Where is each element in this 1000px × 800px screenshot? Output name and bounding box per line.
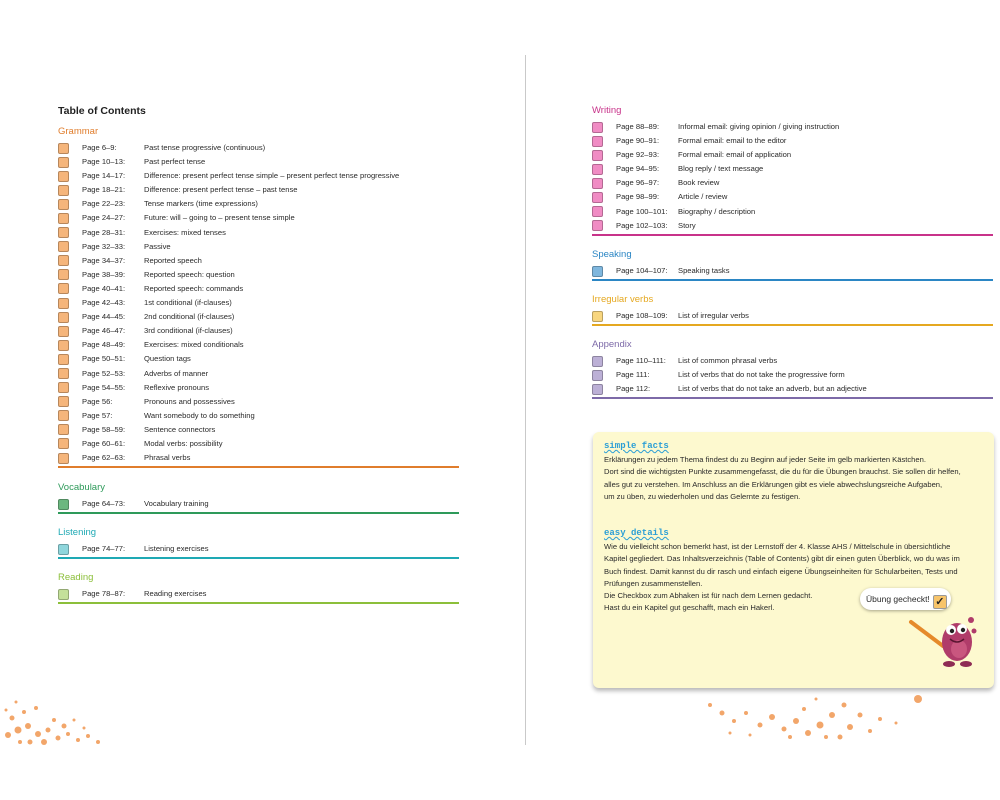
decorative-dot — [15, 701, 18, 704]
mascot-antenna — [968, 617, 974, 623]
mascot-pupil — [950, 629, 954, 633]
toc-row — [58, 395, 459, 409]
checkbox[interactable] — [58, 241, 69, 252]
toc-row — [58, 169, 459, 183]
checkbox[interactable] — [592, 192, 603, 203]
page-range: Page 74–77: — [82, 544, 126, 553]
page-range: Page 104–107: — [616, 266, 668, 275]
toc-row — [592, 354, 993, 368]
page-range: Page 50–51: — [82, 354, 126, 364]
toc-row — [58, 381, 459, 395]
decorative-dot — [914, 695, 922, 703]
toc-row — [58, 211, 459, 225]
toc-row — [592, 264, 993, 278]
toc-row — [592, 176, 993, 190]
page-range: Page 10–13: — [82, 157, 126, 167]
checkbox[interactable] — [592, 136, 603, 147]
topic-label: Pronouns and possessives — [144, 396, 235, 406]
easy-details-line: Prüfungen zusammenstellen. — [604, 578, 703, 588]
toc-row — [58, 282, 459, 296]
toc-row — [592, 382, 993, 396]
section-writing — [592, 105, 993, 236]
mascot-pupil — [961, 628, 965, 632]
mascot-foot — [960, 661, 972, 667]
simple-facts-line: Dort sind die wichtigsten Punkte zusammengefasst, die du für die Übungen brauchst. Sie sollen dir helfen, — [604, 467, 961, 477]
decorative-dots-left — [0, 690, 120, 750]
speech-bubble — [860, 588, 951, 610]
checkbox[interactable] — [58, 340, 69, 351]
section-title: Irregular verbs — [592, 294, 654, 305]
section-vocabulary — [58, 482, 459, 514]
page-range: Page 34–37: — [82, 255, 126, 265]
decorative-dot — [62, 724, 67, 729]
decorative-dot — [788, 735, 792, 739]
topic-label: 3rd conditional (if-clauses) — [144, 326, 233, 336]
decorative-dot — [83, 727, 86, 730]
topic-label: Past perfect tense — [144, 157, 206, 167]
section-rule — [592, 324, 993, 326]
section-appendix — [592, 339, 993, 399]
topic-label: Reflexive pronouns — [144, 382, 210, 392]
decorative-dot — [15, 727, 22, 734]
toc-row — [58, 310, 459, 324]
toc-row — [58, 437, 459, 451]
decorative-dot — [868, 729, 872, 733]
checkbox[interactable] — [58, 410, 69, 421]
topic-label: Passive — [144, 241, 171, 251]
toc-row — [58, 141, 459, 155]
toc-row — [58, 296, 459, 310]
toc-row — [592, 162, 993, 176]
check-icon: ✓ — [933, 595, 947, 609]
page-range: Page 100–101: — [616, 206, 668, 216]
toc-row — [592, 219, 993, 233]
decorative-dot — [76, 738, 80, 742]
decorative-dot — [758, 723, 763, 728]
decorative-dot — [729, 732, 732, 735]
page-range: Page 102–103: — [616, 220, 668, 230]
topic-label: Tense markers (time expressions) — [144, 199, 258, 209]
checkbox[interactable] — [58, 283, 69, 294]
section-title: Vocabulary — [58, 482, 106, 493]
topic-label: Formal email: email to the editor — [678, 136, 787, 146]
checkbox[interactable] — [58, 171, 69, 182]
page-range: Page 98–99: — [616, 192, 660, 202]
easy-details-title: easy details — [604, 528, 669, 538]
section-irregular-verbs — [592, 294, 993, 326]
toc-row — [58, 155, 459, 169]
checkbox[interactable] — [58, 312, 69, 323]
page-range: Page 110–111: — [616, 356, 666, 365]
bubble-text: Übung gecheckt! — [866, 594, 930, 604]
decorative-dot — [66, 732, 70, 736]
section-rule — [58, 512, 459, 514]
page-range: Page 40–41: — [82, 283, 126, 293]
mascot-belly — [951, 640, 967, 658]
checkbox[interactable] — [592, 164, 603, 175]
decorative-dot — [5, 709, 8, 712]
page-range: Page 112: — [616, 384, 651, 394]
decorative-dot — [793, 718, 799, 724]
topic-label: Listening exercises — [144, 544, 209, 553]
decorative-dot — [802, 707, 806, 711]
checkbox[interactable] — [58, 269, 69, 280]
toc-row — [592, 134, 993, 148]
section-title: Reading — [58, 572, 94, 583]
section-rule — [592, 234, 993, 236]
checkbox[interactable] — [58, 368, 69, 379]
page-range: Page 52–53: — [82, 368, 126, 378]
toc-title: Table of Contents — [58, 105, 146, 117]
page-range: Page 108–109: — [616, 311, 668, 320]
checkbox[interactable] — [58, 354, 69, 365]
checkbox[interactable] — [58, 185, 69, 196]
decorative-dots-right — [700, 685, 940, 745]
pencil-icon — [911, 622, 943, 646]
page-range: Page 54–55: — [82, 382, 126, 392]
decorative-dot — [720, 711, 725, 716]
checkbox[interactable] — [58, 326, 69, 337]
decorative-dot — [34, 706, 38, 710]
decorative-dot — [5, 732, 11, 738]
section-rule — [58, 602, 459, 604]
page-range: Page 6–9: — [82, 143, 117, 152]
checkbox[interactable] — [592, 122, 603, 133]
decorative-dot — [708, 703, 712, 707]
mascot-foot — [943, 661, 955, 667]
decorative-dot — [22, 710, 26, 714]
topic-label: Speaking tasks — [678, 266, 730, 275]
toc-row — [58, 409, 459, 423]
toc-row — [592, 205, 993, 219]
checkbox[interactable] — [592, 311, 603, 322]
toc-row — [58, 367, 459, 381]
topic-label: List of irregular verbs — [678, 311, 749, 320]
decorative-dot — [732, 719, 736, 723]
decorative-dot — [895, 722, 898, 725]
toc-row — [58, 497, 459, 511]
page-range: Page 62–63: — [82, 453, 126, 463]
toc-row — [58, 587, 459, 601]
section-rule — [58, 557, 459, 559]
checkbox[interactable] — [592, 370, 603, 381]
decorative-dot — [805, 730, 811, 736]
checkbox[interactable] — [58, 424, 69, 435]
decorative-dot — [25, 723, 31, 729]
page-range: Page 111: — [616, 370, 650, 380]
checkbox[interactable] — [58, 382, 69, 393]
page-range: Page 94–95: — [616, 164, 660, 174]
easy-details-line: Kapitel gegliedert. Das Inhaltsverzeichnis (Table of Contents) gibt dir einen guten Überblick, wo du was im — [604, 554, 960, 564]
topic-label: Difference: present perfect tense – past tense — [144, 185, 298, 195]
topic-label: Biography / description — [678, 206, 756, 216]
section-title: Writing — [592, 105, 622, 116]
section-speaking — [592, 249, 993, 281]
simple-facts-line: Erklärungen zu jedem Thema findest du zu Beginn auf jeder Seite im gelb markierten Kästchen. — [604, 455, 926, 464]
checkbox[interactable] — [58, 396, 69, 407]
mascot-antenna — [972, 629, 977, 634]
topic-label: Reported speech: question — [144, 269, 235, 279]
toc-row — [58, 352, 459, 366]
decorative-dot — [35, 731, 41, 737]
simple-facts-title: simple facts — [604, 441, 669, 451]
decorative-dot — [815, 698, 818, 701]
checkbox[interactable] — [58, 544, 69, 555]
toc-row — [58, 268, 459, 282]
decorative-dot — [56, 736, 61, 741]
section-title: Listening — [58, 527, 97, 538]
checkbox[interactable] — [58, 199, 69, 210]
topic-label: Sentence connectors — [144, 424, 216, 434]
toc-row — [58, 240, 459, 254]
topic-label: Adverbs of manner — [144, 368, 209, 378]
page-range: Page 88–89: — [616, 122, 660, 131]
toc-row — [58, 542, 459, 556]
decorative-dot — [782, 727, 787, 732]
checkbox[interactable] — [592, 384, 603, 395]
topic-label: Book review — [678, 178, 720, 188]
checkbox[interactable] — [58, 143, 69, 154]
topic-label: Formal email: email of application — [678, 150, 792, 160]
page-range: Page 90–91: — [616, 136, 660, 146]
page-range: Page 32–33: — [82, 241, 126, 251]
toc-row — [58, 423, 459, 437]
checkbox[interactable] — [58, 453, 69, 464]
topic-label: Informal email: giving opinion / giving instruction — [678, 122, 840, 131]
decorative-dot — [96, 740, 100, 744]
topic-label: Past tense progressive (continuous) — [144, 143, 266, 152]
toc-row — [58, 226, 459, 240]
topic-label: Reported speech: commands — [144, 283, 244, 293]
topic-label: Want somebody to do something — [144, 410, 255, 420]
topic-label: Difference: present perfect tense simple – present perfect tense progressive — [144, 171, 400, 181]
section-title: Appendix — [592, 339, 632, 350]
topic-label: List of common phrasal verbs — [678, 356, 778, 365]
page-range: Page 64–73: — [82, 499, 126, 508]
easy-details-line: Wie du vielleicht schon bemerkt hast, ist der Lernstoff der 4. Klasse AHS / Mittelschule in übersichtliche — [604, 542, 951, 551]
book-spine — [525, 55, 526, 745]
page-range: Page 56: — [82, 396, 113, 406]
decorative-dot — [46, 728, 51, 733]
page-range: Page 46–47: — [82, 326, 126, 336]
checkbox[interactable] — [58, 438, 69, 449]
toc-row — [58, 324, 459, 338]
topic-label: Future: will – going to – present tense simple — [144, 213, 295, 223]
easy-details-line: Die Checkbox zum Abhaken ist für nach dem Lernen gedacht. — [604, 591, 813, 601]
topic-label: Exercises: mixed conditionals — [144, 340, 244, 350]
toc-row — [58, 451, 459, 465]
simple-facts-line: um zu üben, zu wiederholen und das Gelernte zu festigen. — [604, 491, 801, 501]
page-range: Page 14–17: — [82, 171, 126, 181]
decorative-dot — [769, 714, 775, 720]
page-range: Page 78–87: — [82, 589, 126, 598]
section-title: Grammar — [58, 126, 99, 137]
page-range: Page 24–27: — [82, 213, 126, 223]
toc-row — [592, 120, 993, 134]
section-listening — [58, 527, 459, 559]
section-rule — [592, 397, 993, 399]
decorative-dot — [52, 718, 56, 722]
page-range: Page 58–59: — [82, 424, 126, 434]
topic-label: Phrasal verbs — [144, 453, 191, 463]
easy-details-line: Hast du ein Kapitel gut geschafft, mach ein Hakerl. — [604, 603, 775, 613]
topic-label: Exercises: mixed tenses — [144, 227, 226, 237]
topic-label: Modal verbs: possibility — [144, 438, 223, 448]
checkbox[interactable] — [58, 589, 69, 600]
topic-label: 2nd conditional (if-clauses) — [144, 312, 235, 322]
decorative-dot — [749, 734, 752, 737]
page-range: Page 28–31: — [82, 227, 126, 237]
toc-row — [58, 254, 459, 268]
decorative-dot — [10, 716, 15, 721]
decorative-dot — [842, 703, 847, 708]
decorative-dot — [817, 722, 824, 729]
easy-details-line: Buch findest. Damit kannst du dir rasch und einfach eigene Übungseinheiten für Schularbeiten, Tests und — [604, 566, 958, 576]
toc-row — [592, 190, 993, 204]
toc-row — [592, 368, 993, 382]
decorative-dot — [847, 724, 853, 730]
topic-label: Article / review — [678, 192, 728, 202]
decorative-dot — [41, 739, 47, 745]
topic-label: Blog reply / text message — [678, 164, 764, 174]
decorative-dot — [18, 740, 22, 744]
topic-label: List of verbs that do not take an adverb, but an adjective — [678, 384, 867, 394]
decorative-dot — [824, 735, 828, 739]
page-range: Page 38–39: — [82, 269, 126, 279]
topic-label: Question tags — [144, 354, 191, 364]
decorative-dot — [838, 735, 843, 740]
topic-label: Story — [678, 220, 696, 230]
checkbox[interactable] — [592, 356, 603, 367]
page-range: Page 22–23: — [82, 199, 126, 209]
toc-row — [58, 183, 459, 197]
simple-facts-text — [604, 454, 990, 503]
section-reading — [58, 572, 459, 604]
checkbox[interactable] — [592, 178, 603, 189]
decorative-dot — [878, 717, 882, 721]
page-range: Page 96–97: — [616, 178, 660, 188]
topic-label: List of verbs that do not take the progressive form — [678, 370, 845, 380]
page-range: Page 42–43: — [82, 298, 126, 308]
checkbox[interactable] — [58, 255, 69, 266]
toc-row — [58, 197, 459, 211]
section-rule — [592, 279, 993, 281]
section-grammar — [58, 126, 459, 468]
page-range: Page 57: — [82, 410, 113, 420]
checkbox[interactable] — [58, 227, 69, 238]
checkbox[interactable] — [592, 150, 603, 161]
toc-row — [592, 148, 993, 162]
section-title: Speaking — [592, 249, 632, 260]
decorative-dot — [28, 740, 33, 745]
topic-label: 1st conditional (if-clauses) — [144, 298, 232, 308]
topic-label: Reported speech — [144, 255, 202, 265]
checkbox[interactable] — [592, 266, 603, 277]
checkbox[interactable] — [592, 206, 603, 217]
section-rule — [58, 466, 459, 468]
decorative-dot — [744, 711, 748, 715]
page-range: Page 92–93: — [616, 150, 660, 160]
checkbox[interactable] — [592, 220, 603, 231]
topic-label: Reading exercises — [144, 589, 207, 598]
decorative-dot — [73, 719, 76, 722]
topic-label: Vocabulary training — [144, 499, 209, 508]
mascot-illustration — [905, 612, 980, 676]
page-range: Page 44–45: — [82, 312, 126, 322]
checkbox[interactable] — [58, 499, 69, 510]
toc-row — [592, 309, 993, 323]
page-range: Page 18–21: — [82, 185, 126, 195]
checkbox[interactable] — [58, 213, 69, 224]
decorative-dot — [829, 712, 835, 718]
decorative-dot — [86, 734, 90, 738]
checkbox[interactable] — [58, 298, 69, 309]
simple-facts-line: alles gut zu verstehen. Im Anschluss an die Erklärungen gibt es viele abwechslungsreiche Aufgaben, — [604, 479, 943, 489]
decorative-dot — [858, 713, 863, 718]
page-range: Page 48–49: — [82, 340, 126, 350]
toc-row — [58, 338, 459, 352]
page-range: Page 60–61: — [82, 438, 126, 448]
checkbox[interactable] — [58, 157, 69, 168]
